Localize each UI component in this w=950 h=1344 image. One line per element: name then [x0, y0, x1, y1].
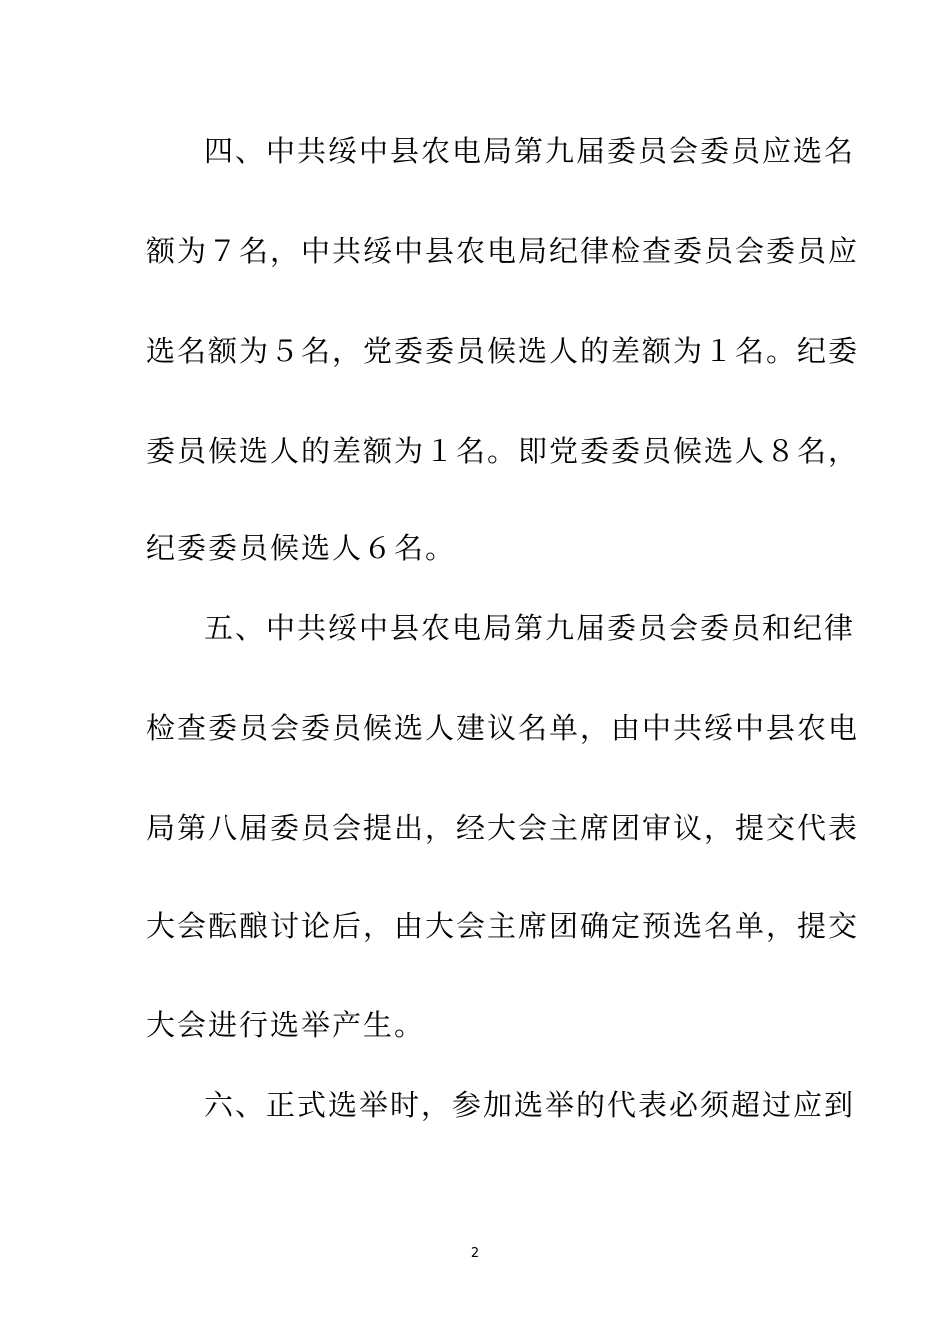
text-line: 额为７名，中共绥中县农电局纪律检查委员会委员应	[146, 234, 860, 268]
page-number: 2	[470, 1246, 480, 1261]
text-line: 大会酝酿讨论后，由大会主席团确定预选名单，提交	[146, 909, 860, 943]
text-line: 检查委员会委员候选人建议名单，由中共绥中县农电	[146, 711, 860, 745]
text-line: 六、正式选举时，参加选举的代表必须超过应到	[204, 1088, 856, 1122]
text-line: 纪委委员候选人６名。	[146, 531, 457, 565]
text-line: 局第八届委员会提出，经大会主席团审议，提交代表	[146, 811, 860, 845]
text-line: 四、中共绥中县农电局第九届委员会委员应选名	[204, 134, 856, 168]
text-line: 五、中共绥中县农电局第九届委员会委员和纪律	[204, 611, 856, 645]
text-line: 大会进行选举产生。	[146, 1008, 426, 1042]
text-line: 委员候选人的差额为１名。即党委委员候选人８名，	[146, 434, 860, 468]
text-line: 选名额为５名，党委委员候选人的差额为１名。纪委	[146, 334, 860, 368]
